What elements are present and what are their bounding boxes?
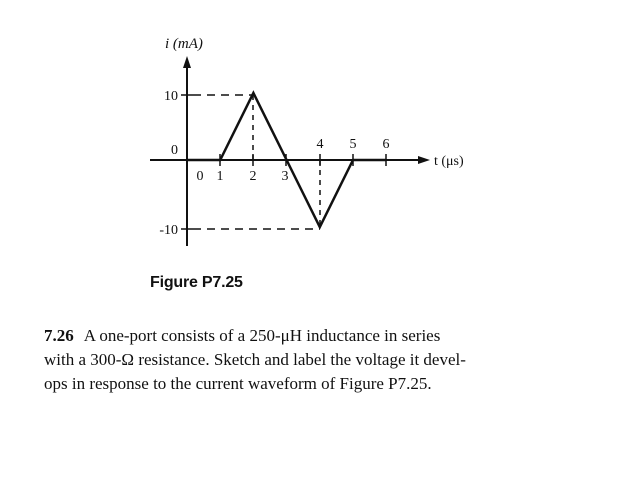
y-axis-label: i (mA) <box>165 36 203 52</box>
x-tick-label-2: 2 <box>249 169 257 184</box>
current-waveform-line <box>187 93 386 227</box>
x-tick-label-1: 1 <box>216 169 224 184</box>
x-tick-label-5: 5 <box>349 137 357 152</box>
y-tick-label-0: 0 <box>171 143 178 158</box>
x-axis-label: t (μs) <box>434 154 464 169</box>
x-axis-arrowhead <box>418 156 430 164</box>
x-tick-label-3: 3 <box>281 169 289 184</box>
problem-number: 7.26 <box>44 326 74 345</box>
y-tick-label-10: 10 <box>164 89 178 104</box>
problem-line-2: with a 300-Ω resistance. Sketch and label the voltage it devel- <box>44 350 466 369</box>
y-axis-arrowhead <box>183 56 191 68</box>
figure-caption: Figure P7.25 <box>150 274 243 291</box>
x-tick-label-0: 0 <box>196 169 204 184</box>
y-tick-label-neg10: -10 <box>159 223 178 238</box>
problem-text-1: A one-port consists of a 250-μH inductance in series <box>83 326 441 345</box>
x-tick-label-6: 6 <box>382 137 390 152</box>
problem-statement <box>44 324 604 396</box>
problem-line-3: ops in response to the current waveform of Figure P7.25. <box>44 374 432 393</box>
x-tick-label-4: 4 <box>316 137 324 152</box>
problem-line-1 <box>44 324 604 348</box>
